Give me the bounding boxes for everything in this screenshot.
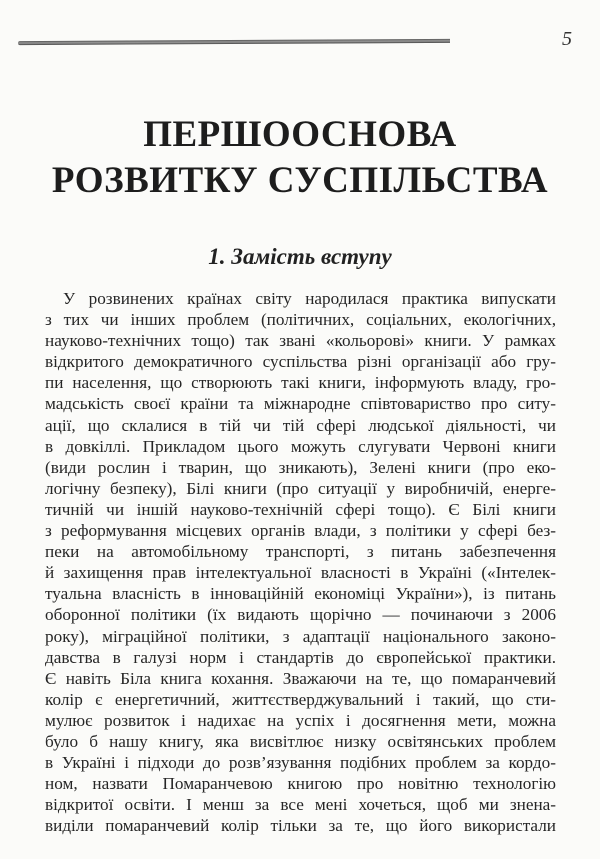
- body-text: [45, 288, 556, 836]
- text-line: У розвинених країнах світу народилася практика випускати: [63, 289, 556, 308]
- chapter-title-line-1: ПЕРШООСНОВА: [143, 114, 457, 155]
- section-heading: 1. Замість вступу: [208, 244, 392, 269]
- text-line: відкритого демократичного суспільства різні організації або гру-: [45, 352, 556, 372]
- text-line: логічну безпеку), Білі книги (про ситуації у виробничій, енерге-: [45, 478, 556, 498]
- page-number: 5: [562, 28, 572, 50]
- text-line: мадськість своєї країни та міжнародне співтовариство про ситу-: [45, 394, 556, 414]
- text-line: було б нашу книгу, яка висвітлює низку освітянських проблем: [45, 731, 556, 751]
- text-line: тичній чи іншій науково-технічній сфері тощо). Є Білі книги: [45, 499, 556, 519]
- text-line: мулює розвиток і надихає на успіх і досягнення мети, можна: [45, 710, 556, 730]
- text-line: в довкіллі. Прикладом цього можуть слугувати Червоні книги: [45, 436, 556, 456]
- header-rule: [18, 39, 450, 45]
- text-line: Є навіть Біла книга кохання. Зважаючи на те, що помаранчевий: [45, 668, 556, 688]
- chapter-title-line-2: РОЗВИТКУ СУСПІЛЬСТВА: [51, 160, 549, 201]
- text-line: оборонної політики (їх видають щорічно — починаючи з 2006: [45, 605, 556, 625]
- text-line: виділи помаранчевий колір тільки за те, що його використали: [45, 816, 556, 836]
- text-line: з тих чи інших проблем (політичних, соціальних, екологічних,: [45, 310, 556, 330]
- text-line: (види рослин і тварин, що зникають), Зелені книги (про еко-: [45, 457, 556, 477]
- text-line: в Україні і підходи до розв’язування подібних проблем за кордо-: [45, 753, 556, 773]
- text-line: пи населення, що створюють такі книги, інформують владу, гро-: [45, 373, 556, 393]
- text-line: з реформування місцевих органів влади, з політики у сфері без-: [45, 521, 556, 541]
- text-line: туальна власність в інноваційній економіці України»), із питань: [45, 584, 556, 604]
- text-line: науково-технічних тощо) так звані «кольорові» книги. У рамках: [45, 331, 556, 351]
- text-line: відкритої освіти. І менш за все мені хочеться, щоб ми знена-: [45, 795, 556, 815]
- text-line: колір є енергетичний, життєстверджувальний і такий, що сти-: [45, 689, 556, 709]
- text-line: ном, назвати Помаранчевою книгою про новітню технологію: [45, 774, 556, 794]
- text-line: року), міграційної політики, з адаптації національного законо-: [45, 626, 556, 646]
- text-line: ації, що склалися в тій чи тій сфері людської діяльності, чи: [45, 415, 556, 435]
- text-line: й захищення прав інтелектуальної власності в Україні («Інтелек-: [45, 563, 556, 583]
- text-line: пеки на автомобільному транспорті, з питань забезпечення: [45, 542, 556, 562]
- text-line: давства в галузі норм і стандартів до європейської практики.: [45, 647, 556, 667]
